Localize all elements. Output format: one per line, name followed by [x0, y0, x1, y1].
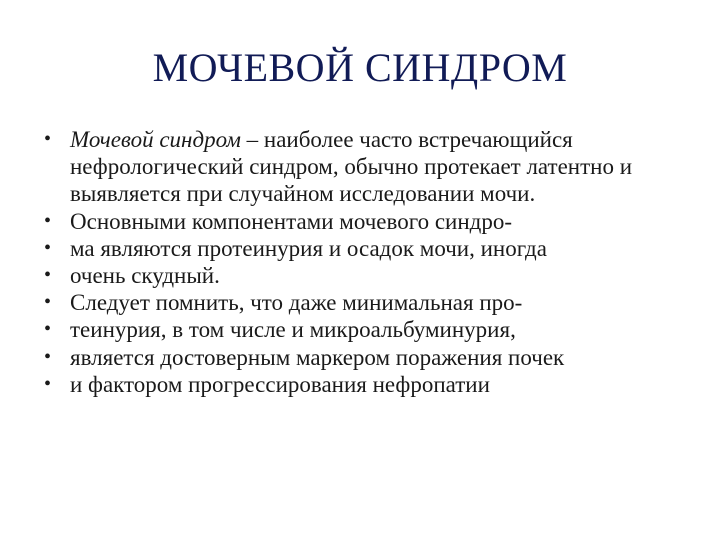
bullet-text: очень скудный.	[70, 263, 220, 289]
bullet-text: Основными компонентами мочевого синдро-	[70, 208, 513, 234]
bullet-item	[44, 208, 684, 235]
slide-title: МОЧЕВОЙ СИНДРОМ	[152, 45, 568, 90]
bullet-item	[44, 262, 684, 289]
bullet-item	[44, 126, 684, 208]
term-italic: Мочевой синдром	[70, 127, 241, 152]
bullet-marker: •	[44, 291, 52, 314]
bullet-marker: •	[44, 345, 52, 368]
bullet-item	[44, 316, 684, 343]
bullet-item	[44, 235, 684, 262]
bullet-text: Следует помнить, что даже минимальная про-	[70, 290, 523, 316]
bullet-item	[44, 344, 684, 371]
bullet-item	[44, 289, 684, 316]
bullet-text: и фактором прогрессирования нефропатии	[70, 371, 490, 397]
bullet-marker: •	[44, 372, 52, 395]
bullet-text: ма являются протеинурия и осадок мочи, иногда	[70, 235, 547, 261]
bullet-marker: •	[44, 318, 52, 341]
bullet-marker: •	[44, 209, 52, 232]
bullet-marker: •	[44, 236, 52, 259]
bullet-text: теинурия, в том числе и микроальбуминурия,	[70, 317, 516, 343]
bullet-item	[44, 371, 684, 398]
bullet-list	[44, 126, 684, 398]
bullet-text: является достоверным маркером поражения почек	[70, 344, 565, 370]
bullet-marker: •	[44, 128, 52, 150]
bullet-text: – наиболее часто встречающийся нефрологический синдром, обычно протекает латентно и выявляется при случайном исследовании мочи.	[70, 127, 633, 207]
bullet-marker: •	[44, 264, 52, 287]
